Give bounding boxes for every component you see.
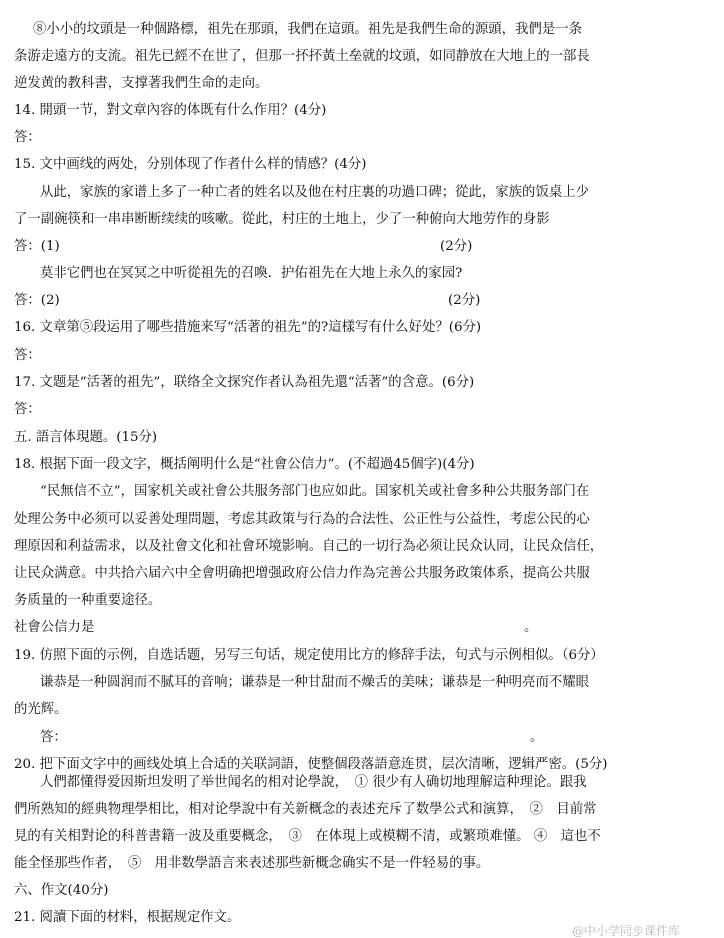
watermark: @中小学同步课件库 — [572, 924, 681, 938]
question-19: 19. 仿照下面的示例，自选话题，另写三句话，规定使用比方的修辞手法，句式与示例相似。（6分） — [14, 648, 604, 663]
answer-label: 答： — [40, 730, 67, 745]
text-line-4: 让民众满意。中共拾六届六中全會明确把增强政府公信力作為完善公共服务政策体系，提高公共服 — [14, 566, 590, 581]
fill-period: 。 — [530, 730, 544, 745]
question-18: 18. 根据下面一段文字，概括阐明什么是“社會公信力”。(不超過45個字)(4分) — [14, 457, 475, 472]
text-line-2: 处理公务中必须可以妥善处理問题，考虑其政策与行為的合法性、公正性与公益性，考虑公民的心 — [14, 512, 590, 527]
answer-label: 答：(1) — [14, 239, 60, 254]
example-line-1: 谦恭是一种圆润而不腻耳的音响；谦恭是一种甘甜而不燥舌的美味；谦恭是一种明亮而不耀眼 — [40, 675, 590, 690]
quote-line-3: 莫非它們也在冥冥之中听從祖先的召喚．护佑祖先在大地上永久的家园? — [40, 266, 463, 281]
text-line-2: 們所熟知的經典物理學相比，相对论學說中有关新概念的表述充斥了数學公式和演算， ② 目前常 — [14, 802, 597, 817]
passage-line-1: ⑧小小的坟頭是一种個路標，祖先在那頭，我們在這頭。祖先是我們生命的源頭，我們是一条 — [33, 22, 583, 37]
answer-label: 答： — [14, 130, 41, 145]
text-line-5: 务质量的一种重要途径。 — [14, 593, 162, 608]
answer-label: 答： — [14, 402, 41, 417]
passage-line-3: 逆发黄的教科書，支撑著我們生命的走向。 — [14, 76, 269, 91]
question-15: 15. 文中画线的两处，分别体现了作者什么样的情感？(4分) — [14, 157, 367, 172]
text-line-4: 能全怪那些作者， ⑤ 用非数學語言来表述那些新概念确实不是一件轻易的事。 — [14, 856, 490, 871]
answer-label: 答： — [14, 348, 41, 363]
section-heading: 五. 語言体現題。(15分) — [14, 430, 158, 445]
score-label: (2分) — [448, 293, 481, 308]
question-16: 16. 文章第⑤段运用了哪些措施来写“活著的祖先”的?這樣写有什么好处？(6分) — [14, 320, 482, 335]
fill-period: 。 — [524, 620, 538, 635]
question-17: 17. 文题是“活著的祖先”，联络全文探究作者认為祖先還“活著”的含意。(6分) — [14, 375, 475, 390]
question-14: 14. 開頭一节，對文章內容的体既有什么作用？(4分) — [14, 103, 327, 118]
answer-label: 答：(2) — [14, 293, 60, 308]
quote-line-2: 了一副碗筷和一串串断断续续的咳嗽。從此，村庄的土地上，少了一种俯向大地劳作的身影 — [14, 212, 550, 227]
section-heading: 六、作文(40分) — [14, 883, 109, 898]
text-line-1: 人們都懂得爱因斯坦发明了举世闻名的相对论學說， ① 很少有人确切地理解這种理论。跟我 — [40, 775, 587, 790]
question-20: 20. 把下面文字中的画线处填上合适的关联詞語，使整個段落語意连贯，层次清晰，逻辑严密。(5分) — [14, 757, 608, 772]
example-line-2: 的光辉。 — [14, 702, 68, 717]
quote-line-1: 从此，家族的家谱上多了一种亡者的姓名以及他在村庄裏的功過口碑；從此，家族的饭桌上少 — [40, 185, 590, 200]
text-line-1: “民無信不立”，国家机关或社會公共服务部门也应如此。国家机关或社會多种公共服务部门在 — [40, 484, 590, 499]
question-21: 21. 阅讀下面的材料，根据规定作文。 — [14, 910, 241, 925]
score-label: (2分) — [440, 239, 473, 254]
fill-line: 社會公信力是 — [14, 620, 95, 635]
text-line-3: 理原因和利益需求，以及社會文化和社會环境影响。自己的一切行為必须让民众认同，让民众信任， — [14, 539, 604, 554]
passage-line-2: 条游走遠方的支流。祖先已經不在世了，但那一抔抔黃土垒就的坟頭，如同静放在大地上的一部長 — [14, 49, 590, 64]
text-line-3: 見的有关相對论的科普書籍一波及重要概念， ③ 在体現上或模糊不清，或繁琐难懂。 ④ 這也不 — [14, 829, 601, 844]
